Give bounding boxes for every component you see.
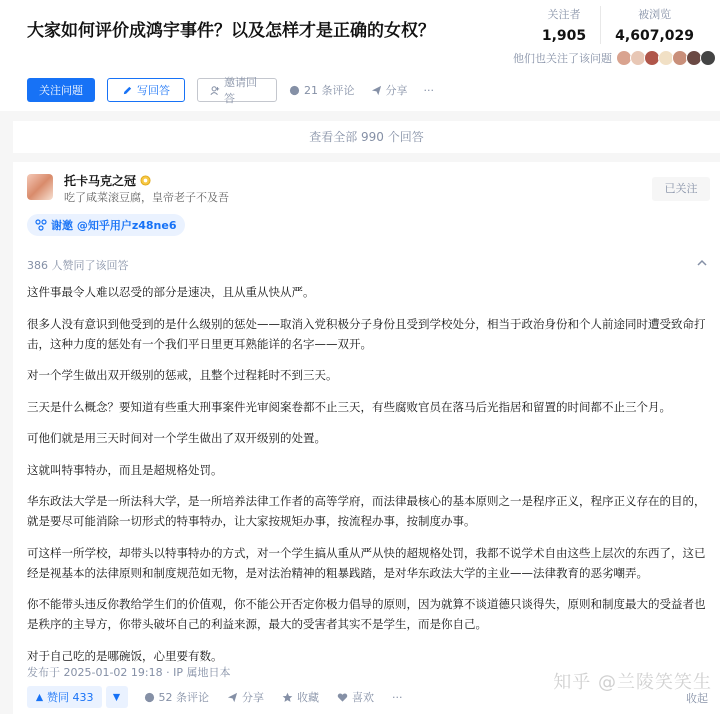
answer-paragraph: 你不能带头违反你教给学生们的价值观，你不能公开否定你极力倡导的原则，因为就算不谈道德只谈得失，原则和制度最大的受益者也是秩序的主导方，你带头破坏自己的利益来源，最大的受害者其实不是学生，而是你自己。 (27, 597, 706, 631)
collapse-button[interactable]: 收起 (686, 692, 708, 705)
answer-paragraph: 华东政法大学是一所法科大学，是一所培养法律工作者的高等学府，而法律最核心的基本原则之一是程序正义，程序正义存在的目的，就是要尽可能消除一切形式的特事特办，让大家按规矩办事，按流程办事，按制度办事。 (27, 494, 706, 528)
more-button[interactable]: ··· (392, 690, 403, 704)
answer-paragraph: 这就叫特事特办，而且是超规格处罚。 (27, 462, 223, 477)
question-share-button[interactable] (371, 82, 408, 98)
watermark: 知乎 @兰陵笑笑生 (553, 672, 712, 693)
views-stat (600, 6, 708, 44)
downvote-button[interactable] (106, 686, 128, 708)
like-button[interactable] (337, 689, 374, 705)
invite-tag-icon (35, 219, 47, 231)
question-share-label: 分享 (385, 84, 408, 97)
answer-paragraph: 对一个学生做出双开级别的惩戒，且整个过程耗时不到三天。 (27, 368, 338, 382)
followers-stat (528, 6, 600, 44)
related-followers-text: 他们也关注了该问题 (513, 52, 612, 65)
comment-icon (289, 85, 300, 96)
view-all-answers-link[interactable]: 查看全部 990 个回答 (13, 121, 720, 153)
author-name-row (64, 172, 151, 189)
likes-count: 386 人赞同了该回答 (27, 259, 129, 272)
like-label: 喜欢 (352, 691, 374, 704)
avatar[interactable] (700, 50, 716, 66)
answer-paragraph: 三天是什么概念？要知道有些重大刑事案件光审阅案卷都不止三天，有些腐败官员在落马后光指居和留置的时间都不止三个月。 (27, 399, 671, 414)
author-avatar[interactable] (27, 174, 53, 200)
invite-answer-button[interactable] (197, 76, 277, 105)
answer-paragraph: 对于自己吃的是哪碗饭，心里要有数。 (27, 648, 223, 663)
share-icon (227, 692, 238, 703)
question-comments-label: 21 条评论 (304, 84, 355, 97)
invite-tag[interactable] (27, 214, 185, 236)
share-icon (371, 85, 382, 96)
answer-content (27, 282, 709, 677)
answer-share-button[interactable] (227, 689, 264, 705)
upvote-button[interactable] (27, 686, 102, 708)
answer-paragraph: 可他们就是用三天时间对一个学生做出了双开级别的处置。 (27, 431, 326, 445)
followed-button[interactable]: 已关注 (652, 177, 710, 201)
answer-paragraph: 可这样一所学校，却带头以特事特办的方式，对一个学生搞从重从严从快的超规格处罚，我都不说学术自由这些上层次的东西了，这已经是视基本的法律原则和制度规范如无物，是对法治精神的粗暴践踏，是对华东政法大学的主业——法律教育的恶劣嘲弄。 (27, 545, 706, 580)
chevron-up-icon[interactable] (696, 257, 708, 269)
answer-paragraph: 很多人没有意识到他受到的是什么级别的惩处——取消入党积极分子身份且受到学校处分，相当于政治身份和个人前途同时遭受致命打击，这种力度的惩处有一个我们平日里更耳熟能详的名字——双开。 (27, 316, 706, 351)
triangle-up-icon (35, 693, 44, 702)
answer-comments-button[interactable] (144, 689, 210, 705)
followers-label: 关注者 (547, 8, 581, 21)
question-actions (27, 76, 450, 105)
answer-share-label: 分享 (242, 691, 264, 704)
views-count: 4,607,029 (615, 28, 694, 44)
write-answer-label: 写回答 (137, 84, 170, 97)
question-comments-button[interactable] (289, 82, 355, 98)
author-bio: 吃了咸菜滚豆腐，皇帝老子不及吾 (64, 191, 229, 204)
invite-tag-label: 谢邀 @知乎用户z48ne6 (51, 219, 177, 232)
answer-paragraph: 这件事最令人难以忍受的部分是速决，且从重从快从严。 (27, 285, 315, 299)
related-followers[interactable] (513, 50, 716, 66)
triangle-down-icon (112, 693, 121, 702)
follower-avatars (618, 50, 716, 66)
upvote-label: 赞同 433 (47, 691, 94, 704)
write-answer-button[interactable] (107, 78, 185, 102)
verified-badge-icon (140, 175, 151, 186)
favorite-label: 收藏 (297, 691, 319, 704)
pencil-icon (122, 85, 133, 96)
views-label: 被浏览 (638, 8, 672, 21)
answer-card (13, 162, 720, 714)
question-header (0, 0, 720, 111)
heart-icon (337, 692, 348, 703)
favorite-button[interactable] (282, 689, 319, 705)
star-icon (282, 692, 293, 703)
invite-user-icon (210, 85, 220, 96)
followers-count: 1,905 (541, 28, 587, 44)
question-title[interactable]: 大家如何评价成鸿宇事件？以及怎样才是正确的女权？ (27, 21, 435, 41)
more-button[interactable]: ··· (423, 83, 434, 97)
follow-question-button[interactable]: 关注问题 (27, 78, 95, 102)
question-stats (528, 6, 708, 44)
author-name[interactable]: 托卡马克之冠 (64, 174, 137, 188)
answer-meta[interactable]: 发布于 2025-01-02 19:18 · IP 属地日本 (27, 666, 231, 679)
comment-icon (144, 692, 155, 703)
answer-comments-label: 52 条评论 (158, 691, 209, 704)
invite-answer-label: 邀请回答 (224, 76, 257, 105)
answer-action-bar (27, 686, 421, 708)
